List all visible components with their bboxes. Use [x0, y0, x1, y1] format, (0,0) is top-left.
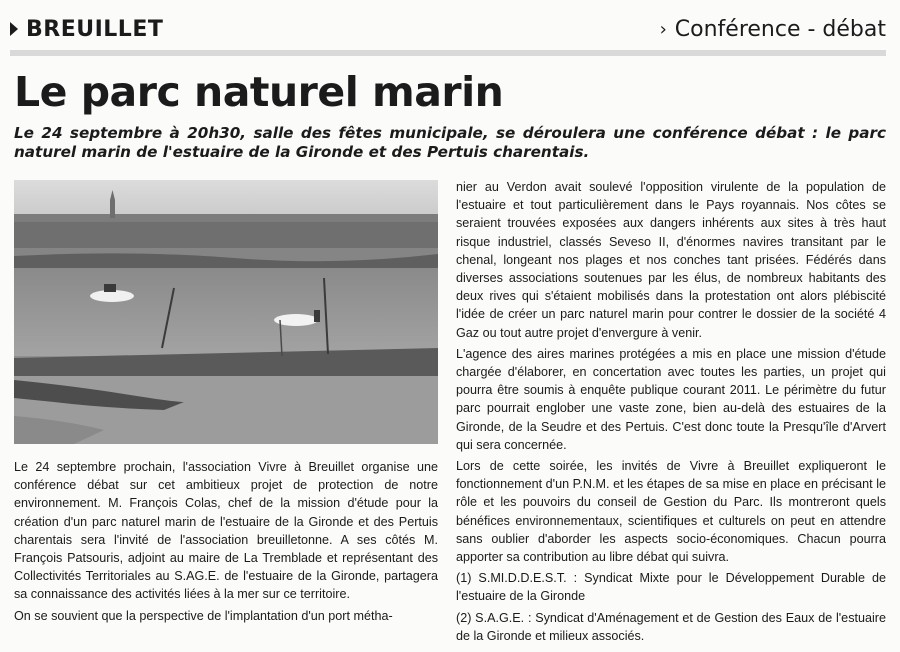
town-name: BREUILLET [26, 16, 164, 42]
article-paragraph: On se souvient que la perspective de l'implantation d'un port métha- [14, 608, 393, 623]
article-paragraph: L'agence des aires marines protégées a mis en place une mission d'étude chargée d'élaborer, en concertation avec toutes les parties, un projet qui pourra être soumis à enquête publique courant 2011. Le périmètre du futur parc pourrait englober une vaste zone, bien au-delà des estuaires de la Gironde, de la Seudre et des Pertuis. C'est donc toute la Presqu'île d'Arvert qui sera concernée. [456, 346, 886, 452]
chevron-right-icon: › [659, 18, 667, 40]
article-title: Le parc naturel marin [14, 68, 504, 116]
footnote: (1) S.MI.D.D.E.S.T. : Syndicat Mixte pour le Développement Durable de l'estuaire de la Gironde [456, 571, 886, 604]
estuary-photo [14, 180, 438, 444]
section-header [10, 10, 886, 56]
article-column-left [14, 458, 438, 628]
article-paragraph: nier au Verdon avait soulevé l'opposition virulente de la population de l'estuaire et tout particulièrement dans le Pays royannais. Nos côtes se seraient trouvées exposées aux dangers inhérents aux sites à très haut risque industriel, classés Seveso II, d'énormes navires transitant par le chenal, longeant nos plages et nos conches tant prisées. Fédérés dans diverses associations soutenues par les élus, de nombreux habitants des deux rives qui s'étaient mobilisés dans la protestation ont alors plébiscité l'idée de créer un parc naturel marin pour contrer le dossier de la société 4 Gaz ou tout autre projet d'envergure à venir. [456, 180, 886, 340]
footnote: (2) S.A.G.E. : Syndicat d'Aménagement et de Gestion des Eaux de l'estuaire de la Gironde et milieux associés. [456, 610, 886, 643]
triangle-marker-icon [10, 22, 18, 36]
category-label: Conférence - débat [674, 16, 886, 42]
article-column-right [456, 178, 886, 648]
section-label-left [10, 14, 163, 44]
article-paragraph: Le 24 septembre prochain, l'association Vivre à Breuillet organise une conférence débat sur cet ambitieux projet de protection de notre environnement. M. François Colas, chef de la mission d'étude pour la création d'un parc naturel marin de l'estuaire de la Gironde et des Pertuis charentais sera l'invité de l'association breuilletonne. A ses côtés M. François Patsouris, adjoint au maire de La Tremblade et représentant des Collectivités Territoriales au S.AG.E. de l'estuaire de la Gironde, partagera sa connaissance des activités liées à la mer sur ce territoire. [14, 460, 438, 602]
article-paragraph: Lors de cette soirée, les invités de Vivre à Breuillet expliqueront le fonctionnement d'un P.N.M. et les étapes de sa mise en place en précisant le rôle et les pouvoirs du conseil de Gestion du Parc. Ils montreront quels bénéfices environnementaux, scientifiques et culturels on peut en attendre sans oublier d'aborder les aspects socio-économiques. Chacun pourra apporter sa contribution au libre débat qui suivra. [456, 459, 886, 565]
section-label-right [660, 14, 886, 44]
article-lead: Le 24 septembre à 20h30, salle des fêtes municipale, se déroulera une conférence débat : le parc naturel marin de l'estuaire de la Gironde et des Pertuis charentais. [14, 124, 886, 161]
estuary-photo-illustration [14, 180, 438, 444]
